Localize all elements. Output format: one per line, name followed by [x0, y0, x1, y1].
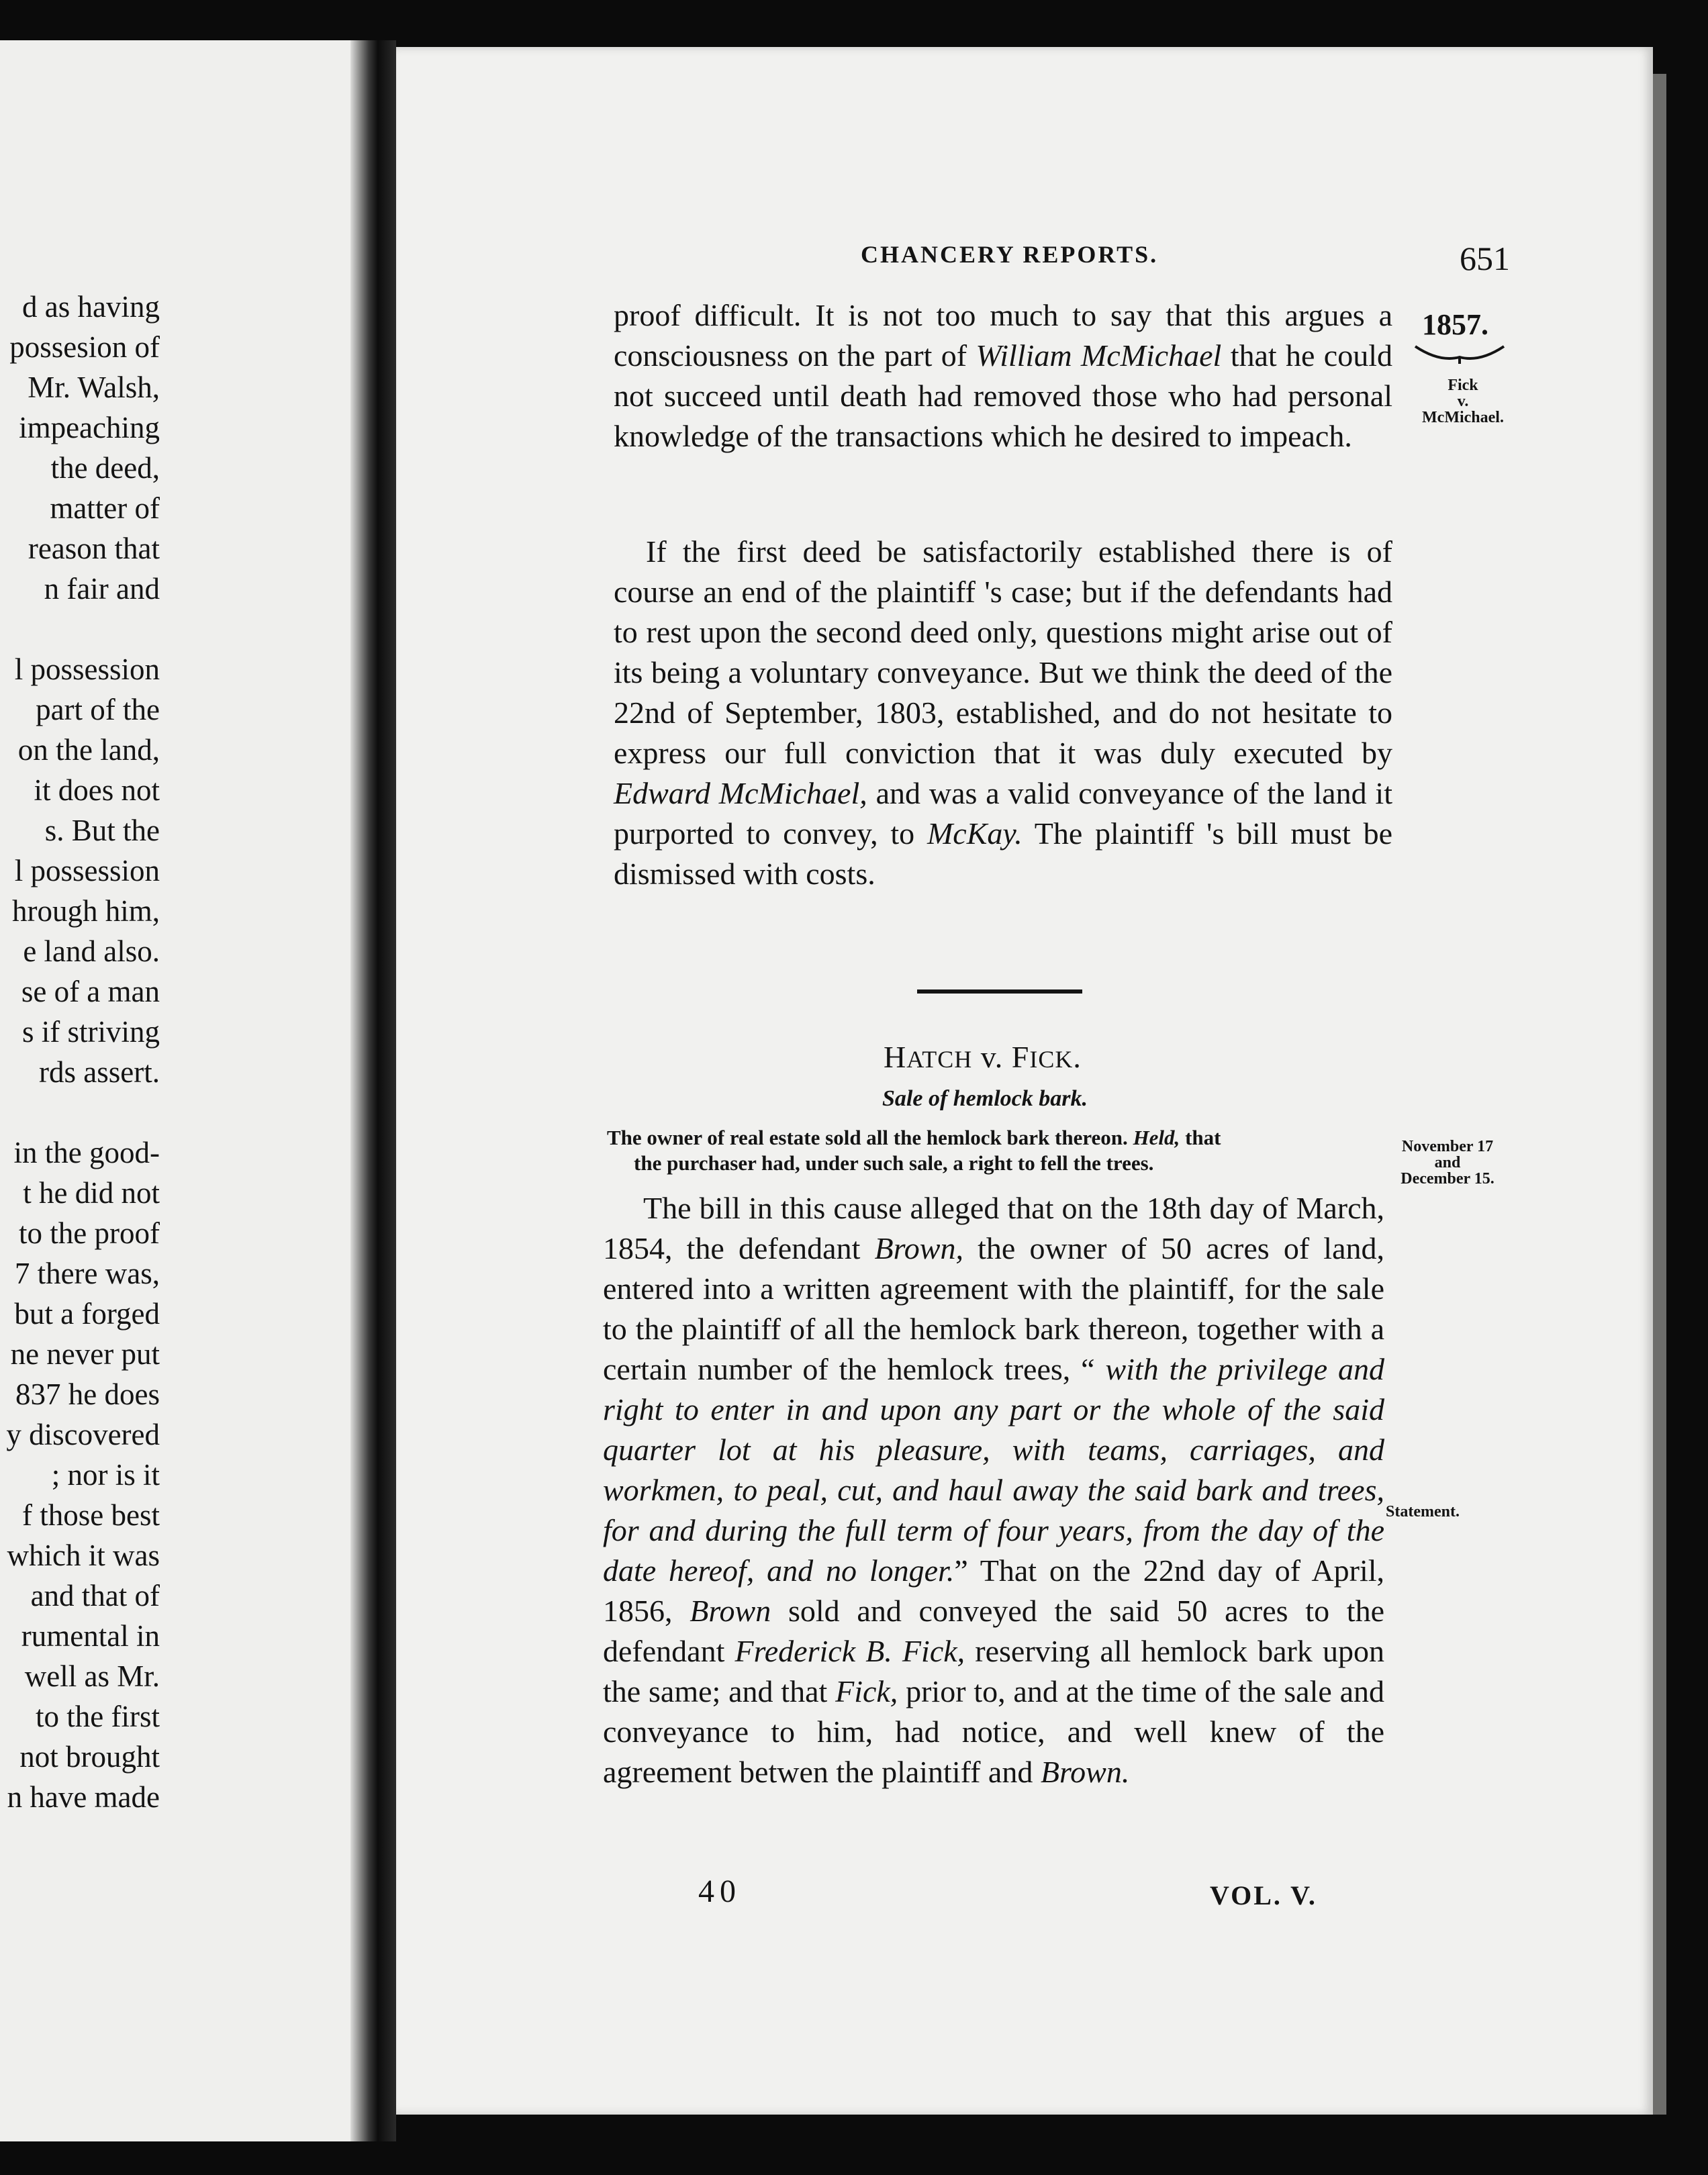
facing-page-line: Mr. Walsh,	[28, 371, 160, 404]
facing-page-line: l possession	[14, 854, 160, 887]
party-name: Brown,	[874, 1231, 963, 1265]
facing-page-line: part of the	[36, 693, 160, 726]
text-run: If the first deed be satisfactorily established there is of course an end of the plaintiff 's case; but if the defendants had to rest upon the second deed only, questions might arise out of its being a voluntary conveyance. But we think the deed of the 22nd of September, 1803, established, and do not hesitate to express our full conviction that it was duly executed by	[614, 534, 1392, 770]
party-name: Brown	[690, 1594, 771, 1628]
title-part: .	[1073, 1040, 1082, 1074]
headnote	[607, 1125, 1386, 1176]
margin-case-name	[1399, 377, 1527, 426]
title-part: v.	[972, 1040, 1012, 1074]
text-run: prior to, and at the time of the sale and conveyance to him, had notice, and well knew of the agreement betwen the plaintiff and	[603, 1674, 1385, 1789]
facing-page-line: well as Mr.	[24, 1659, 160, 1693]
facing-page-line: ne never put	[10, 1337, 160, 1371]
title-part: ICK	[1029, 1046, 1074, 1073]
facing-page-line: s. But the	[44, 814, 160, 847]
case-subtitle: Sale of hemlock bark.	[882, 1086, 1088, 1111]
facing-page-line: se of a man	[21, 975, 160, 1008]
book-spine	[350, 40, 396, 2141]
party-name: Frederick B. Fick,	[734, 1634, 965, 1668]
facing-page-line: hrough him,	[12, 894, 160, 928]
party-name: William McMichael	[976, 338, 1222, 373]
margin-year: 1857.	[1422, 308, 1488, 341]
text-run: reserving all hemlock bark upon the same; and that	[603, 1634, 1384, 1708]
party-name: McKay.	[927, 816, 1023, 851]
text-run: ” That on the 22nd day of April, 1856,	[603, 1553, 1384, 1628]
title-part: ATCH	[906, 1046, 973, 1073]
margin-case-line: McMichael.	[1422, 409, 1504, 426]
margin-date-line: and	[1434, 1154, 1461, 1171]
facing-page-line: y discovered	[6, 1418, 160, 1451]
margin-case-line: Fick	[1448, 377, 1478, 394]
party-name: Edward McMichael,	[614, 776, 867, 810]
text-run: and was a valid conveyance of the land it purported to convey, to	[614, 776, 1392, 851]
margin-dates	[1380, 1139, 1515, 1187]
margin-date-line: December 15.	[1401, 1170, 1494, 1188]
text-run: sold and conveyed the said 50 acres to the defendant	[603, 1594, 1385, 1668]
text-run: The owner of real estate sold all the hemlock bark thereon.	[607, 1126, 1133, 1149]
text-run: the owner of 50 acres of land, entered into a written agreement with the plaintiff, for the sale to the plaintiff of all the hemlock bark thereon, together with a certain number of the hemlock trees, “	[603, 1231, 1384, 1386]
facing-page-line: not brought	[19, 1740, 160, 1774]
margin-case-line: v.	[1457, 393, 1469, 410]
facing-page-line: e land also.	[23, 934, 160, 968]
party-name: Fick,	[835, 1674, 898, 1708]
facing-page-line: which it was	[7, 1539, 160, 1572]
text-run: that	[1180, 1126, 1221, 1149]
facing-page-line: s if striving	[21, 1015, 160, 1049]
case-title	[884, 1039, 1082, 1075]
facing-page-line: to the first	[36, 1700, 160, 1733]
margin-date-line: November 17	[1401, 1138, 1494, 1155]
headnote-line	[607, 1125, 1386, 1151]
facing-page-line: f those best	[22, 1498, 160, 1532]
facing-page-line: 837 he does	[15, 1378, 160, 1411]
text-run: proof difficult. It is not too much to say that this argues a consciousness on the part of	[614, 298, 1392, 373]
facing-page-line: matter of	[50, 491, 160, 525]
held-word: Held,	[1133, 1126, 1180, 1149]
facing-page-line: t he did not	[23, 1176, 160, 1210]
facing-page-line: ; nor is it	[51, 1458, 160, 1492]
signature-mark: 40	[698, 1874, 741, 1909]
agreement-quote: with the privilege and right to enter in and upon any part or the whole of the said quarter lot at his pleasure, with teams, carriages, and workmen, to peal, cut, and haul away the said bark and trees, for and during the full term of four years, from the day of the date hereof, and no longer.	[603, 1352, 1384, 1588]
brace-icon	[1413, 342, 1507, 367]
facing-page-line: and that of	[30, 1579, 160, 1612]
paragraph-3	[603, 1188, 1384, 1792]
title-part: H	[884, 1040, 907, 1074]
section-rule	[917, 989, 1082, 994]
paragraph-2	[614, 532, 1392, 894]
facing-page-line: n fair and	[44, 572, 160, 606]
text-run: that he could not succeed until death had removed those who had personal knowledge of the transactions which he desired to impeach.	[614, 338, 1392, 453]
facing-page-line: reason that	[28, 532, 160, 565]
facing-page-line: possesion of	[9, 330, 160, 364]
facing-page-line: rumental in	[21, 1619, 160, 1653]
title-part: F	[1011, 1040, 1030, 1074]
facing-page-line: it does not	[34, 773, 160, 807]
facing-page-line: rds assert.	[39, 1055, 160, 1089]
text-run: The bill in this cause alleged that on the 18th day of March, 1854, the defendant	[603, 1191, 1384, 1265]
facing-page-line: in the good-	[13, 1136, 160, 1169]
text-run: The plaintiff 's bill must be dismissed with costs.	[614, 816, 1392, 891]
page-edge	[1653, 74, 1666, 2115]
facing-page-line: 7 there was,	[14, 1257, 160, 1290]
page-number: 651	[1460, 240, 1510, 277]
facing-page-line: but a forged	[14, 1297, 160, 1331]
headnote-line: the purchaser had, under such sale, a right to fell the trees.	[634, 1151, 1154, 1175]
facing-page-line: impeaching	[19, 411, 160, 444]
facing-page-line: the deed,	[50, 451, 160, 485]
paragraph-1	[614, 295, 1392, 456]
facing-page-line: l possession	[14, 652, 160, 686]
running-head: CHANCERY REPORTS.	[861, 241, 1159, 268]
margin-statement: Statement.	[1386, 1503, 1460, 1520]
facing-page	[0, 40, 376, 2141]
volume-label: VOL. V.	[1210, 1880, 1317, 1911]
facing-page-line: to the proof	[19, 1216, 160, 1250]
facing-page-line: on the land,	[17, 733, 160, 767]
facing-page-line: d as having	[22, 290, 160, 324]
facing-page-line: n have made	[7, 1780, 160, 1814]
party-name: Brown.	[1040, 1755, 1130, 1789]
